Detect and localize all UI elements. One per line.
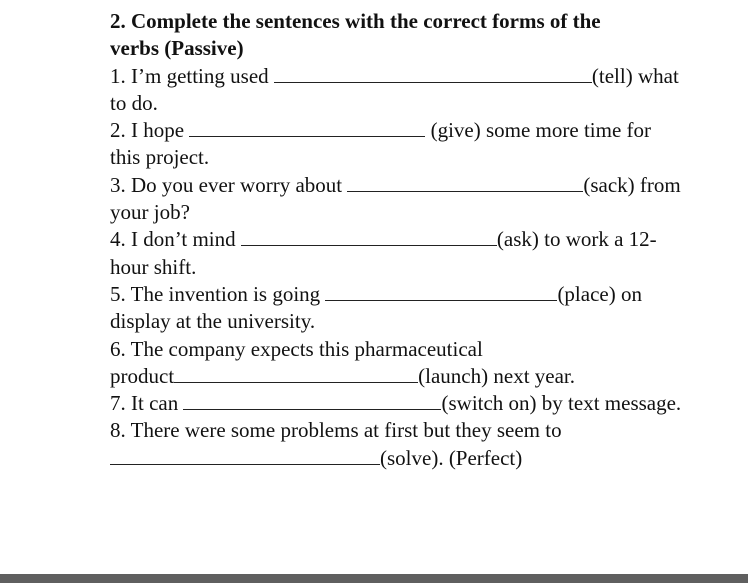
item-1-blank bbox=[274, 65, 592, 83]
item-2-text-after: (give) some more time for bbox=[425, 118, 652, 143]
item-6-blank bbox=[174, 365, 418, 383]
item-5-text-before: 5. The invention is going bbox=[110, 281, 326, 306]
item-6-text-before: product bbox=[110, 363, 175, 388]
exercise-title-line-1: 2. Complete the sentences with the correct forms of the bbox=[110, 9, 601, 33]
item-5-text-after: (place) on bbox=[557, 281, 642, 306]
item-3-text-before: 3. Do you ever worry about bbox=[110, 172, 348, 197]
item-4-text-after: (ask) to work a 12- bbox=[496, 227, 657, 252]
item-6-line-2 bbox=[110, 363, 740, 390]
item-5-line-1 bbox=[110, 281, 740, 308]
item-7-text-before: 7. It can bbox=[110, 391, 184, 416]
worksheet bbox=[110, 8, 740, 472]
exercise-title-line-2: verbs (Passive) bbox=[110, 36, 244, 61]
item-4-text-before: 4. I don’t mind bbox=[110, 227, 241, 252]
item-1-line-1 bbox=[110, 63, 740, 90]
item-8-text-after: (solve). (Perfect) bbox=[380, 445, 523, 470]
item-2-line-2: this project. bbox=[110, 145, 210, 170]
item-2-text-before: 2. I hope bbox=[110, 118, 190, 143]
item-5-blank bbox=[325, 283, 557, 301]
item-4-blank bbox=[241, 228, 497, 246]
item-4-line-1 bbox=[110, 226, 740, 253]
item-3-text-after: (sack) from bbox=[583, 172, 681, 197]
item-8-blank bbox=[110, 447, 380, 465]
item-6-line-1: 6. The company expects this pharmaceutical bbox=[110, 336, 483, 361]
item-8-line-2 bbox=[110, 445, 740, 472]
item-6-text-after: (launch) next year. bbox=[418, 363, 575, 388]
item-7-text-after: (switch on) by text message. bbox=[441, 391, 682, 416]
item-7-blank bbox=[183, 392, 441, 410]
item-2-line-1 bbox=[110, 117, 740, 144]
item-5-line-2: display at the university. bbox=[110, 309, 316, 334]
item-4-line-2: hour shift. bbox=[110, 254, 197, 279]
item-8-line-1: 8. There were some problems at first but they seem to bbox=[110, 418, 562, 443]
item-1-line-2: to do. bbox=[110, 90, 158, 115]
bottom-bar bbox=[0, 574, 748, 583]
item-1-text-after: (tell) what bbox=[591, 63, 679, 88]
item-3-line-1 bbox=[110, 172, 740, 199]
item-1-text-before: 1. I’m getting used bbox=[110, 63, 274, 88]
item-3-blank bbox=[347, 174, 583, 192]
item-7-line-1 bbox=[110, 390, 740, 417]
item-2-blank bbox=[189, 119, 425, 137]
item-3-line-2: your job? bbox=[110, 200, 190, 225]
